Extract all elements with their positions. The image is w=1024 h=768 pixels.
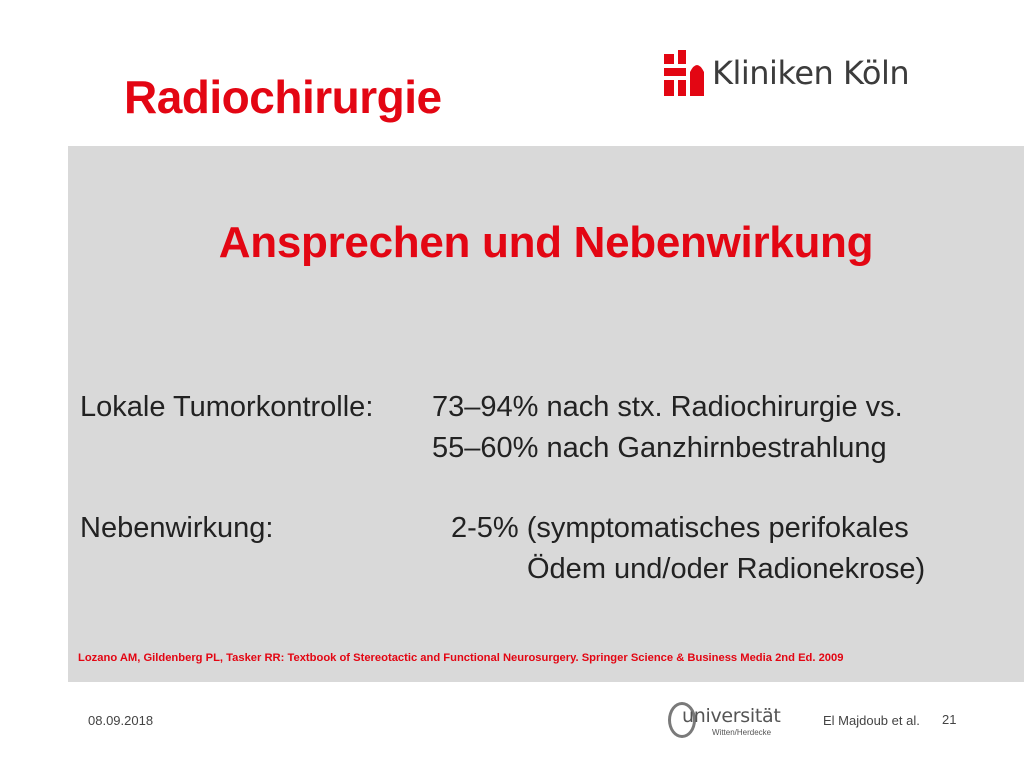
footer-date: 08.09.2018 xyxy=(88,713,154,728)
content-panel xyxy=(68,146,1024,682)
university-logo-sub: Witten/Herdecke xyxy=(712,728,772,737)
kliniken-koeln-logo xyxy=(664,50,909,96)
side-effect-label: Nebenwirkung: xyxy=(80,512,274,544)
tumor-control-value-radiosurgery: 73–94% nach stx. Radiochirurgie vs. xyxy=(432,391,903,423)
page-number: 21 xyxy=(942,712,957,727)
university-logo-main: universität xyxy=(682,705,781,727)
university-logo xyxy=(668,702,798,742)
tumor-control-value-wbrt: 55–60% nach Ganzhirnbestrahlung xyxy=(432,432,887,464)
panel-heading: Ansprechen und Nebenwirkung xyxy=(218,218,874,267)
citation: Lozano AM, Gildenberg PL, Tasker RR: Textbook of Stereotactic and Functional Neurosurgery. Springer Science & Business Media 2nd Ed. 2009 xyxy=(78,652,844,664)
kliniken-cross-icon xyxy=(664,50,704,96)
logo-text: Kliniken Köln xyxy=(712,54,910,92)
side-effect-value-line1: 2-5% (symptomatisches perifokales xyxy=(451,512,909,544)
slide-title: Radiochirurgie xyxy=(124,71,442,123)
footer-author: El Majdoub et al. xyxy=(823,713,920,728)
tumor-control-label: Lokale Tumorkontrolle: xyxy=(80,391,374,423)
side-effect-value-line2: Ödem und/oder Radionekrose) xyxy=(527,553,926,585)
